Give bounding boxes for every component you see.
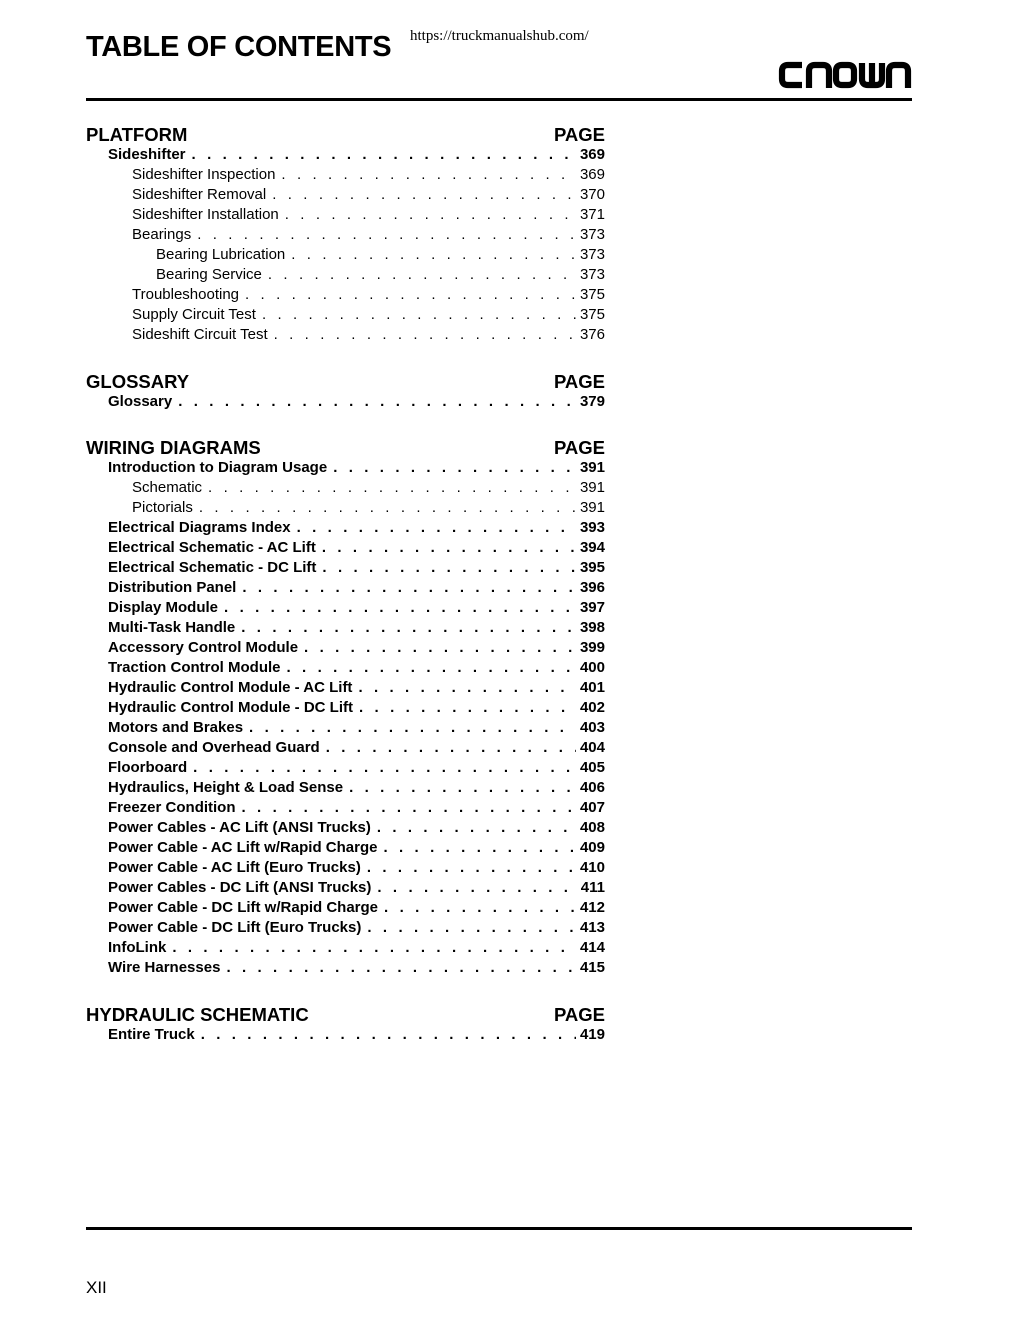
dot-leader bbox=[274, 326, 576, 343]
dot-leader bbox=[199, 499, 576, 516]
entry-page: 371 bbox=[579, 206, 605, 223]
entry-page: 412 bbox=[579, 899, 605, 916]
toc-entry[interactable] bbox=[86, 166, 605, 186]
dot-leader bbox=[208, 479, 576, 496]
page-column-label: PAGE bbox=[553, 437, 605, 458]
toc-entry[interactable] bbox=[86, 393, 605, 413]
dot-leader bbox=[201, 1026, 576, 1043]
toc-entry[interactable] bbox=[86, 619, 605, 639]
entry-page: 400 bbox=[579, 659, 605, 676]
toc-section-platform bbox=[86, 122, 605, 346]
entry-page: 370 bbox=[579, 186, 605, 203]
dot-leader bbox=[242, 579, 576, 596]
section-title: WIRING DIAGRAMS bbox=[86, 437, 261, 458]
entry-page: 396 bbox=[579, 579, 605, 596]
toc-section-wiring-diagrams bbox=[86, 435, 605, 979]
dot-leader bbox=[268, 266, 576, 283]
entry-page: 391 bbox=[579, 499, 605, 516]
entry-page: 419 bbox=[579, 1026, 605, 1043]
entry-page: 414 bbox=[579, 939, 605, 956]
entry-label: Sideshifter Removal bbox=[132, 186, 267, 203]
toc-entry[interactable] bbox=[86, 146, 605, 166]
toc-section-hydraulic-schematic bbox=[86, 1002, 605, 1046]
dot-leader bbox=[304, 639, 576, 656]
dot-leader bbox=[322, 559, 576, 576]
entry-label: Bearings bbox=[132, 226, 192, 243]
dot-leader bbox=[287, 659, 576, 676]
toc-entry[interactable] bbox=[86, 719, 605, 739]
entry-page: 373 bbox=[579, 246, 605, 263]
entry-page: 393 bbox=[579, 519, 605, 536]
dot-leader bbox=[291, 246, 576, 263]
toc-entry[interactable] bbox=[86, 779, 605, 799]
toc-entry[interactable] bbox=[86, 206, 605, 226]
toc-entry[interactable] bbox=[86, 459, 605, 479]
dot-leader bbox=[359, 699, 576, 716]
toc-entry[interactable] bbox=[86, 799, 605, 819]
section-heading bbox=[86, 369, 605, 393]
dot-leader bbox=[178, 393, 576, 410]
entry-label: Sideshifter Inspection bbox=[132, 166, 276, 183]
entry-label: Sideshifter bbox=[108, 146, 186, 163]
toc-entry[interactable] bbox=[86, 679, 605, 699]
entry-label: Wire Harnesses bbox=[108, 959, 221, 976]
entry-page: 373 bbox=[579, 226, 605, 243]
toc-entry[interactable] bbox=[86, 759, 605, 779]
toc-entry[interactable] bbox=[86, 659, 605, 679]
entry-page: 398 bbox=[579, 619, 605, 636]
entry-page: 403 bbox=[579, 719, 605, 736]
entry-page: 402 bbox=[579, 699, 605, 716]
toc-entry[interactable] bbox=[86, 939, 605, 959]
dot-leader bbox=[326, 739, 576, 756]
entry-label: Sideshifter Installation bbox=[132, 206, 279, 223]
dot-leader bbox=[333, 459, 576, 476]
entry-page: 406 bbox=[579, 779, 605, 796]
entry-page: 401 bbox=[579, 679, 605, 696]
entry-label: Hydraulic Control Module - DC Lift bbox=[108, 699, 353, 716]
toc-entry[interactable] bbox=[86, 819, 605, 839]
section-heading bbox=[86, 122, 605, 146]
entry-page: 415 bbox=[579, 959, 605, 976]
entry-label: Traction Control Module bbox=[108, 659, 281, 676]
entry-label: Supply Circuit Test bbox=[132, 306, 256, 323]
toc-entry[interactable] bbox=[86, 599, 605, 619]
dot-leader bbox=[249, 719, 576, 736]
crown-logo bbox=[778, 60, 912, 90]
entry-label: Distribution Panel bbox=[108, 579, 237, 596]
entry-label: Accessory Control Module bbox=[108, 639, 299, 656]
dot-leader bbox=[224, 599, 576, 616]
entry-page: 391 bbox=[579, 459, 605, 476]
entry-label: Entire Truck bbox=[108, 1026, 195, 1043]
dot-leader bbox=[377, 879, 576, 896]
entry-label: Hydraulic Control Module - AC Lift bbox=[108, 679, 353, 696]
page-number: XII bbox=[86, 1278, 107, 1297]
dot-leader bbox=[281, 166, 576, 183]
toc-entry[interactable] bbox=[86, 539, 605, 559]
toc-entry[interactable] bbox=[86, 899, 605, 919]
entry-label: Power Cable - AC Lift (Euro Trucks) bbox=[108, 859, 361, 876]
toc-entry[interactable] bbox=[86, 579, 605, 599]
dot-leader bbox=[322, 539, 576, 556]
entry-label: Display Module bbox=[108, 599, 219, 616]
toc-entry[interactable] bbox=[86, 306, 605, 326]
entry-page: 391 bbox=[579, 479, 605, 496]
entry-page: 394 bbox=[579, 539, 605, 556]
dot-leader bbox=[172, 939, 576, 956]
dot-leader bbox=[245, 286, 576, 303]
entry-label: Electrical Schematic - DC Lift bbox=[108, 559, 317, 576]
header-rule bbox=[86, 98, 912, 101]
toc-entry[interactable] bbox=[86, 839, 605, 859]
dot-leader bbox=[297, 519, 576, 536]
dot-leader bbox=[193, 759, 576, 776]
toc-entry[interactable] bbox=[86, 499, 605, 519]
entry-label: Troubleshooting bbox=[132, 286, 240, 303]
toc-entry[interactable] bbox=[86, 226, 605, 246]
toc-entry[interactable] bbox=[86, 699, 605, 719]
source-url: https://truckmanualshub.com/ bbox=[410, 28, 589, 44]
entry-page: 409 bbox=[579, 839, 605, 856]
entry-label: Motors and Brakes bbox=[108, 719, 244, 736]
entry-page: 369 bbox=[579, 166, 605, 183]
entry-page: 399 bbox=[579, 639, 605, 656]
entry-page: 395 bbox=[579, 559, 605, 576]
entry-label: Glossary bbox=[108, 393, 173, 410]
entry-label: InfoLink bbox=[108, 939, 167, 956]
entry-page: 407 bbox=[579, 799, 605, 816]
toc-entry[interactable] bbox=[86, 879, 605, 899]
toc-entry[interactable] bbox=[86, 266, 605, 286]
entry-label: Console and Overhead Guard bbox=[108, 739, 320, 756]
dot-leader bbox=[367, 859, 576, 876]
entry-label: Multi-Task Handle bbox=[108, 619, 236, 636]
entry-label: Schematic bbox=[132, 479, 203, 496]
entry-label: Power Cables - DC Lift (ANSI Trucks) bbox=[108, 879, 372, 896]
entry-label: Power Cable - AC Lift w/Rapid Charge bbox=[108, 839, 378, 856]
entry-page: 411 bbox=[580, 879, 605, 896]
toc-entry[interactable] bbox=[86, 1026, 605, 1046]
dot-leader bbox=[358, 679, 576, 696]
dot-leader bbox=[226, 959, 576, 976]
entry-label: Electrical Schematic - AC Lift bbox=[108, 539, 316, 556]
toc-entry[interactable] bbox=[86, 639, 605, 659]
page-column-label: PAGE bbox=[553, 371, 605, 392]
entry-page: 373 bbox=[579, 266, 605, 283]
toc-entry[interactable] bbox=[86, 859, 605, 879]
section-title: HYDRAULIC SCHEMATIC bbox=[86, 1004, 309, 1025]
dot-leader bbox=[197, 226, 576, 243]
dot-leader bbox=[377, 819, 576, 836]
toc-entry[interactable] bbox=[86, 326, 605, 346]
section-title: PLATFORM bbox=[86, 124, 188, 145]
dot-leader bbox=[242, 799, 576, 816]
entry-page: 404 bbox=[579, 739, 605, 756]
entry-page: 408 bbox=[579, 819, 605, 836]
dot-leader bbox=[285, 206, 576, 223]
entry-page: 379 bbox=[579, 393, 605, 410]
toc-entry[interactable] bbox=[86, 739, 605, 759]
entry-label: Power Cable - DC Lift (Euro Trucks) bbox=[108, 919, 362, 936]
page-title: TABLE OF CONTENTS bbox=[86, 31, 392, 63]
section-heading bbox=[86, 435, 605, 459]
entry-page: 369 bbox=[579, 146, 605, 163]
entry-label: Bearing Lubrication bbox=[156, 246, 286, 263]
entry-label: Freezer Condition bbox=[108, 799, 236, 816]
entry-page: 397 bbox=[579, 599, 605, 616]
page-column-label: PAGE bbox=[553, 124, 605, 145]
toc-entry[interactable] bbox=[86, 559, 605, 579]
dot-leader bbox=[262, 306, 576, 323]
dot-leader bbox=[192, 146, 576, 163]
section-title: GLOSSARY bbox=[86, 371, 190, 392]
entry-label: Floorboard bbox=[108, 759, 188, 776]
toc-entry[interactable] bbox=[86, 479, 605, 499]
entry-label: Introduction to Diagram Usage bbox=[108, 459, 328, 476]
toc-entry[interactable] bbox=[86, 246, 605, 266]
toc-entry[interactable] bbox=[86, 959, 605, 979]
toc-entry[interactable] bbox=[86, 286, 605, 306]
entry-label: Power Cable - DC Lift w/Rapid Charge bbox=[108, 899, 379, 916]
footer-rule bbox=[86, 1227, 912, 1230]
section-heading bbox=[86, 1002, 605, 1026]
toc-entry[interactable] bbox=[86, 519, 605, 539]
dot-leader bbox=[367, 919, 576, 936]
entry-label: Electrical Diagrams Index bbox=[108, 519, 291, 536]
entry-label: Bearing Service bbox=[156, 266, 262, 283]
entry-page: 405 bbox=[579, 759, 605, 776]
entry-page: 375 bbox=[579, 306, 605, 323]
dot-leader bbox=[241, 619, 576, 636]
entry-page: 410 bbox=[579, 859, 605, 876]
toc-entry[interactable] bbox=[86, 186, 605, 206]
entry-page: 375 bbox=[579, 286, 605, 303]
entry-label: Sideshift Circuit Test bbox=[132, 326, 268, 343]
entry-label: Pictorials bbox=[132, 499, 193, 516]
entry-page: 413 bbox=[579, 919, 605, 936]
entry-page: 376 bbox=[579, 326, 605, 343]
toc-section-glossary bbox=[86, 369, 605, 413]
dot-leader bbox=[349, 779, 576, 796]
toc-entry[interactable] bbox=[86, 919, 605, 939]
dot-leader bbox=[383, 839, 575, 856]
dot-leader bbox=[384, 899, 576, 916]
entry-label: Hydraulics, Height & Load Sense bbox=[108, 779, 344, 796]
dot-leader bbox=[272, 186, 576, 203]
page-column-label: PAGE bbox=[553, 1004, 605, 1025]
entry-label: Power Cables - AC Lift (ANSI Trucks) bbox=[108, 819, 371, 836]
